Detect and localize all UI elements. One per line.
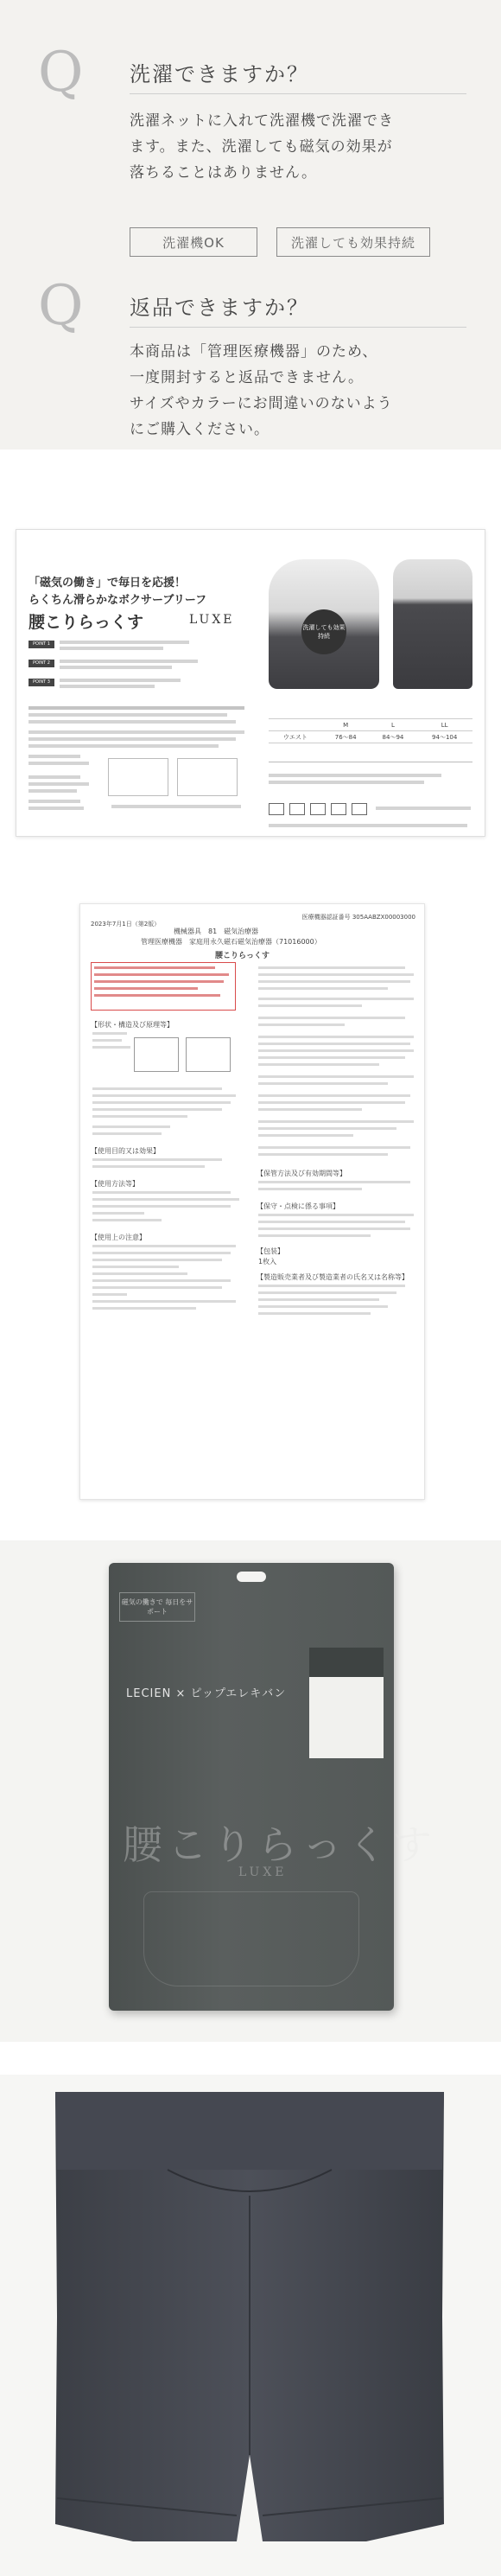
text-line xyxy=(94,987,198,990)
dryclean-icon xyxy=(331,803,346,815)
faq-section xyxy=(0,0,501,450)
answer-line: 本商品は「管理医療機器」のため、 xyxy=(130,343,378,360)
doc-title: 腰こりらっくす xyxy=(215,952,270,960)
text-line xyxy=(92,1039,122,1042)
text-line xyxy=(258,1094,410,1097)
bleach-icon xyxy=(289,803,305,815)
text-line xyxy=(92,1101,231,1104)
text-line xyxy=(94,994,220,997)
text-line xyxy=(92,1115,187,1118)
text-line xyxy=(258,1312,371,1315)
boxer-brief-image xyxy=(38,2092,461,2559)
q-mark: Q xyxy=(38,274,84,338)
text-line xyxy=(92,1259,222,1261)
text-line xyxy=(92,1205,231,1208)
text-line xyxy=(92,1198,239,1201)
hang-hole xyxy=(237,1572,266,1582)
text-line xyxy=(258,1120,414,1123)
bag-product-sub: LUXE xyxy=(238,1865,288,1879)
text-line xyxy=(258,980,410,983)
text-line xyxy=(29,713,227,717)
doc-section-heading: 【使用上の注意】 xyxy=(91,1234,146,1241)
doc-header-1: 機械器具 81 磁気治療器 xyxy=(174,928,259,935)
text-line xyxy=(258,1127,396,1130)
text-line xyxy=(258,1108,362,1111)
table-row xyxy=(269,719,472,731)
doc-section-heading: 【製造販売業者及び製造業者の氏名又は名称等】 xyxy=(257,1273,409,1281)
text-line xyxy=(92,1191,231,1194)
text-line xyxy=(92,1300,236,1303)
size-table xyxy=(269,718,472,743)
doc-section-heading: 【使用方法等】 xyxy=(91,1180,139,1188)
text-line xyxy=(92,1252,231,1254)
text-line xyxy=(258,998,414,1000)
text-line xyxy=(60,685,155,688)
faq-answer xyxy=(130,339,458,443)
text-line xyxy=(60,641,189,644)
package-product-name: 腰こりらっくす xyxy=(29,613,144,632)
text-line xyxy=(258,1056,405,1059)
text-line xyxy=(92,1219,162,1221)
text-line xyxy=(258,1075,414,1078)
text-line xyxy=(92,1293,127,1296)
table-cell: L xyxy=(370,719,417,731)
answer-line: にご購入ください。 xyxy=(130,421,270,438)
text-line xyxy=(60,666,172,669)
text-line xyxy=(92,1094,236,1097)
text-line xyxy=(258,1285,405,1287)
tag-band xyxy=(309,1648,384,1677)
text-line xyxy=(258,1188,362,1190)
diagram-back xyxy=(177,758,238,796)
doc-cert-number: 医療機器認証番号 305AABZX00003000 xyxy=(301,914,415,921)
doc-section-heading: 【保管方法及び有効期間等】 xyxy=(257,1170,346,1177)
package-insert-document xyxy=(79,903,425,1500)
answer-line: 落ちることはありません。 xyxy=(130,164,318,182)
table-cell: 76〜84 xyxy=(322,731,370,743)
iron-icon xyxy=(310,803,326,815)
doc-section-heading: 【使用目的又は効果】 xyxy=(91,1147,160,1155)
package-product-sub: LUXE xyxy=(189,613,235,627)
product-package-photo xyxy=(0,1540,501,2042)
text-line xyxy=(258,1291,396,1294)
effect-badge: 洗濯しても効果持続 xyxy=(301,609,346,654)
text-line xyxy=(258,1049,414,1052)
doc-diagram-front xyxy=(134,1037,179,1072)
table-cell: 84〜94 xyxy=(370,731,417,743)
text-line xyxy=(92,1108,222,1111)
text-line xyxy=(94,966,215,969)
text-line xyxy=(92,1032,127,1035)
text-line xyxy=(92,1087,222,1090)
text-line xyxy=(92,1212,144,1215)
text-line xyxy=(258,1063,379,1066)
table-cell: M xyxy=(322,719,370,731)
faq-answer xyxy=(130,108,458,186)
text-line xyxy=(29,800,80,803)
faq-question: 返品できますか？ xyxy=(130,296,309,320)
point-label: POINT 3 xyxy=(29,679,54,686)
wash-icon xyxy=(269,803,284,815)
text-line xyxy=(258,1134,353,1137)
warning-box xyxy=(91,962,236,1011)
text-line xyxy=(60,679,181,682)
table-row xyxy=(269,731,472,743)
answer-line: ます。また、洗濯しても磁気の効果が xyxy=(130,138,393,156)
garment-silhouette xyxy=(143,1891,359,1986)
text-line xyxy=(29,706,244,710)
text-line xyxy=(60,647,163,650)
text-line xyxy=(92,1165,205,1168)
text-line xyxy=(258,1181,410,1183)
bag-brand: LECIEN × ピップエレキバン xyxy=(126,1687,287,1700)
bag-product-name: 腰こりらっくす xyxy=(123,1821,437,1868)
text-line xyxy=(92,1132,162,1135)
text-line xyxy=(29,789,77,793)
table-cell: LL xyxy=(416,719,472,731)
table-cell: ウエスト xyxy=(269,731,322,743)
text-line xyxy=(258,966,405,969)
diagram-front xyxy=(108,758,168,796)
package-back-image xyxy=(16,529,485,837)
text-line xyxy=(92,1272,187,1275)
tag-washable: 洗濯機OK xyxy=(130,227,257,257)
package-headline: 「磁気の働き」で毎日を応援！ xyxy=(29,577,187,590)
text-line xyxy=(92,1125,170,1128)
text-line xyxy=(29,744,219,748)
text-line xyxy=(258,1298,379,1301)
text-line xyxy=(29,807,84,810)
text-line xyxy=(29,737,236,741)
model-back-image xyxy=(393,559,472,689)
text-line xyxy=(258,1043,410,1045)
text-line xyxy=(258,1146,410,1149)
text-line xyxy=(376,807,471,810)
package-subheadline: らくちん滑らかなボクサーブリーフ xyxy=(29,594,207,607)
text-line xyxy=(92,1307,196,1310)
text-line xyxy=(258,1082,388,1085)
text-line xyxy=(92,1279,231,1282)
point-label: POINT 2 xyxy=(29,660,54,667)
dry-icon xyxy=(352,803,367,815)
text-line xyxy=(29,762,89,765)
doc-section-heading: 【包装】 xyxy=(257,1247,284,1255)
doc-date: 2023年7月1日（第2版） xyxy=(91,921,161,928)
text-line xyxy=(60,660,198,663)
text-line xyxy=(258,1036,414,1038)
divider xyxy=(130,327,466,328)
text-line xyxy=(258,1227,410,1230)
text-line xyxy=(94,973,229,976)
text-line xyxy=(29,775,80,779)
text-line xyxy=(258,1214,414,1216)
answer-line: 洗濯ネットに入れて洗濯機で洗濯でき xyxy=(130,112,394,130)
doc-header-2: 管理医療機器 家庭用永久磁石磁気治療器（71016000） xyxy=(141,938,321,946)
text-line xyxy=(258,1004,362,1007)
text-line xyxy=(258,1017,405,1019)
divider xyxy=(130,93,466,94)
text-line xyxy=(92,1286,222,1289)
text-line xyxy=(92,1245,236,1247)
text-line xyxy=(92,1046,130,1049)
faq-question: 洗濯できますか？ xyxy=(130,62,309,86)
text-line xyxy=(258,1023,345,1026)
doc-section-heading: 【形状・構造及び原理等】 xyxy=(91,1021,174,1029)
text-line xyxy=(29,755,80,758)
bag-tag-card xyxy=(309,1648,384,1758)
answer-line: サイズやカラーにお間違いのないよう xyxy=(130,395,393,412)
text-line xyxy=(94,980,224,983)
text-line xyxy=(92,1158,222,1161)
bag-label: 磁気の働きで 毎日をサポート xyxy=(119,1592,195,1622)
package-bag xyxy=(109,1563,437,2011)
doc-diagram-back xyxy=(186,1037,231,1072)
point-label: POINT 1 xyxy=(29,641,54,648)
text-line xyxy=(258,1234,371,1237)
text-line xyxy=(269,774,441,777)
text-line xyxy=(258,1221,405,1223)
table-cell xyxy=(269,719,322,731)
product-garment-photo xyxy=(0,2075,501,2576)
tag-effect-lasting: 洗濯しても効果持続 xyxy=(276,227,430,257)
text-line xyxy=(258,1153,388,1156)
text-line xyxy=(258,987,388,990)
text-line xyxy=(111,805,241,808)
text-line xyxy=(92,1266,179,1268)
text-line xyxy=(258,1101,405,1104)
table-cell: 94〜104 xyxy=(416,731,472,743)
text-line xyxy=(258,1305,388,1308)
doc-package-value: 1枚入 xyxy=(258,1258,277,1266)
text-line xyxy=(258,973,414,976)
q-mark: Q xyxy=(38,41,84,105)
text-line xyxy=(29,730,244,734)
answer-line: 一度開封すると返品できません。 xyxy=(130,369,365,386)
text-line xyxy=(29,782,89,786)
text-line xyxy=(269,824,467,827)
text-line xyxy=(269,781,424,784)
text-line xyxy=(29,720,236,724)
doc-section-heading: 【保守・点検に係る事項】 xyxy=(257,1202,339,1210)
